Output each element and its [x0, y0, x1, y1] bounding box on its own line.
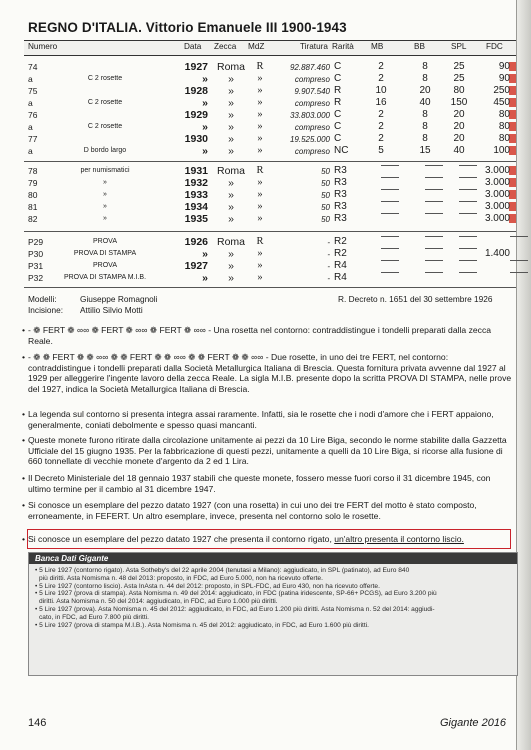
banca-line: cato, in FDC, ad Euro 7.800 più diritti.: [39, 613, 149, 621]
table-divider: [24, 231, 516, 232]
page-number: 146: [28, 717, 47, 729]
table-row: 77 1930 » » 19.525.000 C 2 8 20 80: [28, 133, 510, 145]
header-mdz: MdZ: [248, 42, 265, 51]
table-divider: [24, 161, 516, 162]
note-paragraph: • Si conosce un esemplare del pezzo datato 1927 (con una rosetta) in cui uno dei tre FERT del motto è stato composto, erroneamente, in FEFERT. Un altro esemplare, invece, presenta nel contorno solo le rosette.: [22, 500, 477, 521]
table-row: a D bordo largo » » » compreso NC 5 15 40 100: [28, 145, 510, 157]
header-zecca: Zecca: [214, 42, 237, 51]
header-fdc: FDC: [486, 42, 503, 51]
table-row: 79 » 1932 » » 50 R3 3.000: [28, 177, 510, 189]
header-tiratura: Tiratura: [300, 42, 328, 51]
header-spl: SPL: [451, 42, 467, 51]
banca-line: • 5 Lire 1927 (prova di stampa M.I.B.). Asta Nomisma n. 45 del 2012: aggiudicato, in FDC, ad Euro 1.600 più diritti.: [35, 621, 369, 629]
table-header: [24, 40, 516, 56]
header-bb: BB: [414, 42, 425, 51]
table-divider: [24, 287, 516, 288]
table-row: a C 2 rosette » » » compreso C 2 8 25 90: [28, 73, 510, 85]
table-row: 78 per numismatici 1931 Roma R 50 R3 3.000: [28, 165, 510, 177]
header-data: Data: [184, 42, 202, 51]
underlined-text: un'altro presenta il contorno liscio.: [334, 534, 464, 544]
incisione-label: Incisione:: [28, 305, 64, 315]
book-title: Gigante 2016: [440, 717, 507, 729]
modelli-label: Modelli:: [28, 294, 57, 304]
table-row: P30 PROVA DI STAMPA » » » - R2 1.400: [28, 248, 510, 260]
header-rarita: Rarità: [332, 42, 354, 51]
banca-line: diritti. Asta Nomisma n. 50 del 2014: aggiudicato, in FDC, ad Euro 1.000 più diritti.: [39, 598, 278, 606]
banca-dati-header: [29, 553, 517, 564]
table-row: P32 PROVA DI STAMPA M.I.B. » » » - R4: [0, 273, 531, 284]
banca-dati-body: [35, 567, 511, 629]
table-row: P31 PROVA 1927 » » - R4: [0, 261, 531, 272]
table-row: 74 1927 Roma R 92.887.460 C 2 8 25 90: [28, 61, 510, 73]
modelli-value: Giuseppe Romagnoli: [80, 294, 158, 304]
banca-line: • 5 Lire 1927 (contorno liscio). Asta InAsta n. 44 del 2012: proposto, in SPL-FDC, ad Euro 430, non ha ricevuto offerte.: [35, 582, 380, 590]
table-row: 76 1929 » » 33.803.000 C 2 8 20 80: [28, 109, 510, 121]
incisione-value: Attilio Silvio Motti: [80, 305, 143, 315]
header-numero: Numero: [28, 42, 58, 51]
table-row: a C 2 rosette » » » compreso C 2 8 20 80: [28, 121, 510, 133]
note-paragraph: • Il Decreto Ministeriale del 18 gennaio 1937 stabilì che queste monete, fossero messe fuori corso il 31 dicembre 1945, con ultimo termine per il cambio al 31 dicembre 1947.: [22, 473, 491, 494]
banca-dati-title: Banca Dati Gigante: [35, 554, 109, 563]
table-row: P29 PROVA 1926 Roma R - R2: [0, 237, 531, 248]
note-paragraph: • - ❁ FERT ❁ ∞∞ ❁ FERT ❁ ∞∞ ❁ FERT ❁ ∞∞ - Una rosetta nel contorno: contraddistingue i tondelli preparati dalla zecca Reale.: [22, 325, 492, 346]
header-mb: MB: [371, 42, 384, 51]
page-title: REGNO D'ITALIA. Vittorio Emanuele III 1900-1943: [28, 20, 347, 35]
banca-line: • 5 Lire 1927 (contorno rigato). Asta Sotheby's del 22 aprile 2004 (tenutasi a Milano): aggiudicato, in SPL (patinato), ad Euro 840: [35, 567, 410, 574]
note-paragraph: • Queste monete furono ritirate dalla circolazione unitamente ai pezzi da 10 Lire Biga, secondo le norme stabilite dalla Gazzetta Ufficiale del 15 giugno 1935. Per la fabbricazione di questi pezzi, unitamente a quelli da 10 Lire Biga, si ricorse alla fusione di 660 tonnellate di vecchie monete d'argento da 2 ed 1 Lira.: [22, 435, 507, 467]
decreto: R. Decreto n. 1651 del 30 settembre 1926: [338, 294, 493, 304]
banca-line: • 5 Lire 1927 (prova di stampa). Asta Nomisma n. 49 del 2014: aggiudicato, in FDC (patina iridescente, SP-66+ PCGS), ad Euro 3.200 più: [35, 590, 437, 598]
table-row: 82 » 1935 » » 50 R3 3.000: [28, 213, 510, 225]
highlighted-note: • Si conosce un esemplare del pezzo datato 1927 che presenta il contorno rigato, un'altro presenta il contorno liscio.: [22, 534, 464, 544]
table-row: 81 » 1934 » » 50 R3 3.000: [28, 201, 510, 213]
table-row: a C 2 rosette » » » compreso R 16 40 150 450: [28, 97, 510, 109]
note-paragraph: • La legenda sul contorno si presenta integra assai raramente. Infatti, sia le rosette che i nodi d'amore che i FERT appaiono, generalmente, coniati debolmente e spesso quasi mancanti.: [22, 409, 494, 430]
table-row: 75 1928 » » 9.907.540 R 10 20 80 250: [28, 85, 510, 97]
banca-line: più diritti. Asta Nomisma n. 48 del 2013: proposto, in FDC, ad Euro 5.000, non ha ricevuto offerte.: [39, 574, 323, 582]
banca-dati-box: [28, 552, 518, 676]
banca-line: • 5 Lire 1927 (prova). Asta Nomisma n. 45 del 2012: aggiudicato, in FDC, ad Euro 1.200 più diritti. Asta Nomisma n. 52 del 2014: aggiudi-: [35, 605, 435, 613]
table-row: 80 » 1933 » » 50 R3 3.000: [28, 189, 510, 201]
note-paragraph: • - ❁ ❁ FERT ❁ ❁ ∞∞ ❁ ❁ FERT ❁ ❁ ∞∞ ❁ ❁ FERT ❁ ❁ ∞∞ - Due rosette, in uno dei tre FERT, nel contorno: contraddistingue i tondelli preparati dalla Società Metallurgica Italiana di Brescia. Questa fornitura privata avvenne dal 1927 al 1929 per alleggerire l'ingente lavoro della zecca Reale. La sigla M.I.B. presente dopo la scritta PROVA DI STAMPA, nelle prove del 1927, indica la Società Metallurgica Italiana di Brescia.: [22, 352, 512, 394]
